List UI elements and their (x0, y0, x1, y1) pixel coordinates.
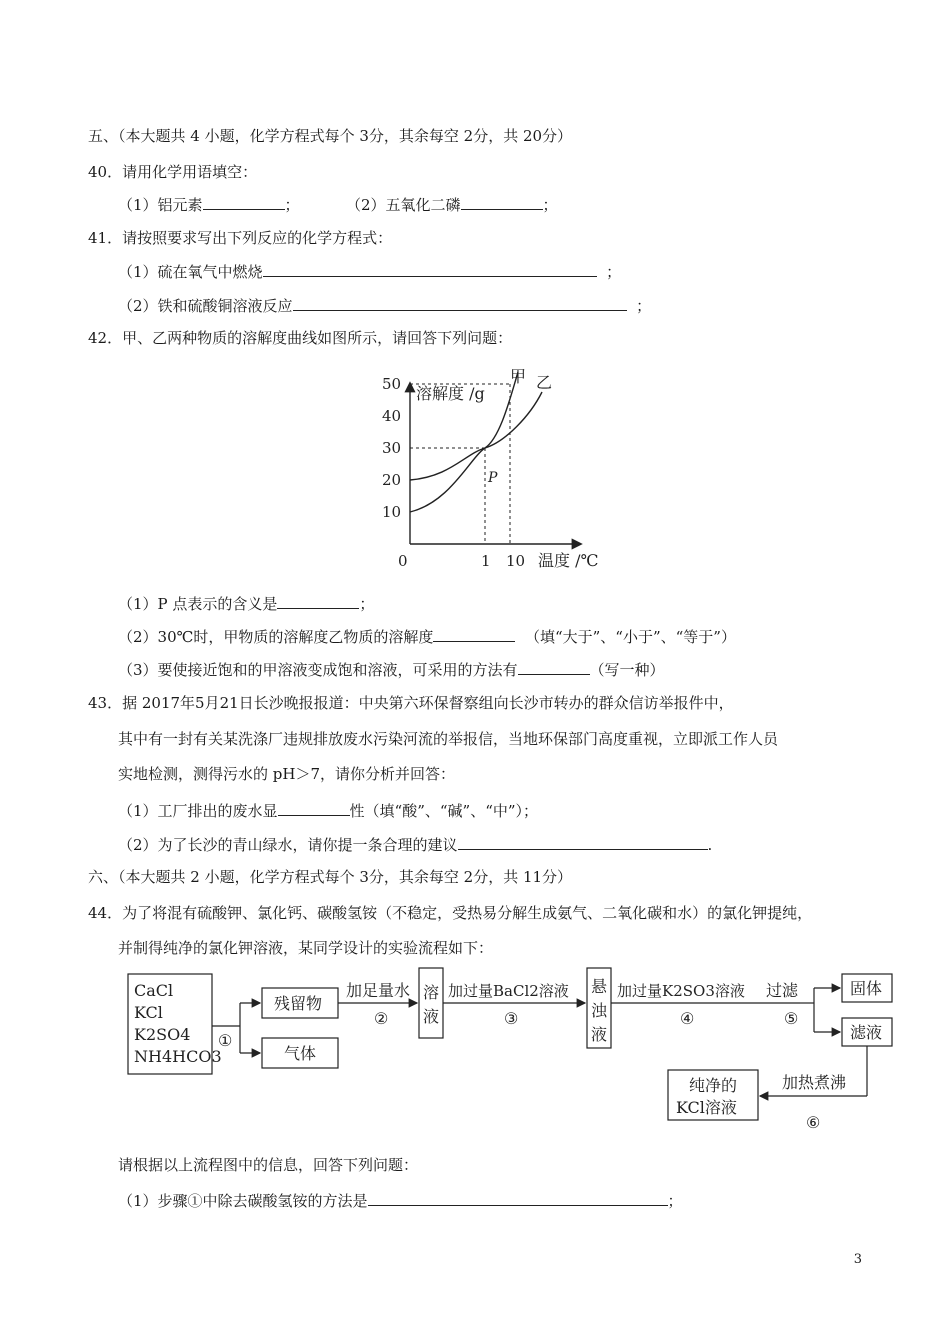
solution-char1: 溶 (423, 983, 440, 1002)
q43-line1: 43．据 2017年5月21日长沙晚报报道：中央第六环保督察组向长沙市转办的群众信访举报件中， (88, 694, 734, 712)
y-tick-20: 20 (382, 471, 402, 489)
start-k2so4: K2SO4 (134, 1025, 191, 1044)
q40-stem: 40．请用化学用语填空： (88, 163, 258, 181)
x-tick-1: 1 (481, 552, 491, 570)
product-line1: 纯净的 (689, 1076, 738, 1095)
suspension-char1: 悬 (591, 977, 608, 996)
solubility-chart (370, 362, 630, 577)
solid-label: 固体 (850, 979, 883, 998)
q41-part2-semicolon: ； (636, 297, 652, 315)
series-label-yi: 乙 (536, 373, 553, 392)
page-number: 3 (853, 1252, 862, 1267)
q41-part1-text: （1）硫在氧气中燃烧 (118, 263, 263, 281)
q41-stem: 41．请按照要求写出下列反应的化学方程式： (88, 229, 393, 247)
q44-part1-text: （1）步骤①中除去碳酸氢铵的方法是 (118, 1192, 368, 1210)
step-label-4: 加过量K2SO3溶液 (617, 982, 745, 1000)
q44-part1 (118, 1190, 683, 1211)
x-tick-10: 10 (506, 552, 526, 570)
product-line2: KCl溶液 (676, 1098, 737, 1117)
q40-part2-semicolon: ； (542, 196, 558, 214)
q42-part1-text: （1）P 点表示的含义是 (118, 595, 278, 613)
suspension-char2: 浊 (591, 1001, 608, 1020)
q43-part2-blank[interactable] (458, 834, 708, 850)
gas-label: 气体 (284, 1044, 317, 1063)
q41-part1 (118, 261, 621, 282)
q42-part3-text: （3）要使接近饱和的甲溶液变成饱和溶液，可采用的方法有 (118, 661, 518, 679)
q40-part1-blank[interactable] (203, 194, 285, 210)
q43-line3: 实地检测，测得污水的 pH＞7，请你分析并回答： (118, 765, 455, 783)
q44-ask: 请根据以上流程图中的信息，回答下列问题： (118, 1156, 419, 1174)
y-tick-10: 10 (382, 503, 402, 521)
q40-part1 (118, 194, 300, 215)
q41-part1-semicolon: ； (606, 263, 622, 281)
start-cacl: CaCl (134, 981, 174, 1000)
x-tick-0: 0 (398, 552, 408, 570)
q42-part2-blank[interactable] (433, 626, 515, 642)
q41-part2 (118, 295, 651, 316)
filtrate-label: 滤液 (850, 1023, 883, 1042)
section6-heading: 六、（本大题共 2 小题，化学方程式每个 3分，其余每空 2分，共 11分） (88, 868, 573, 886)
step-label-2: 加足量水 (346, 981, 411, 1000)
y-axis-label: 溶解度 /g (416, 384, 485, 403)
q40-part1-semicolon: ； (284, 196, 300, 214)
q40-part2-text: （2）五氧化二磷 (346, 196, 461, 214)
step-label-3: 加过量BaCl2溶液 (448, 982, 569, 1000)
step-num-4: ④ (680, 1009, 695, 1028)
q43-part2-end: . (707, 836, 713, 854)
start-nh4hco3: NH4HCO3 (134, 1047, 222, 1066)
point-label-p: P (488, 470, 498, 486)
q44-line1: 44．为了将混有硫酸钾、氯化钙、碳酸氢铵（不稳定，受热易分解生成氨气、二氧化碳和水）的氯化钾提纯， (88, 904, 813, 922)
q42-part2 (118, 626, 736, 647)
start-kcl: KCl (134, 1003, 163, 1022)
residue-label: 残留物 (274, 994, 323, 1013)
series-label-jia: 甲 (510, 367, 527, 386)
q42-part2-text: （2）30℃时，甲物质的溶解度乙物质的溶解度 (118, 628, 434, 646)
q41-part2-text: （2）铁和硫酸铜溶液反应 (118, 297, 293, 315)
q42-part1 (118, 593, 374, 614)
q42-stem: 42．甲、乙两种物质的溶解度曲线如图所示，请回答下列问题： (88, 329, 513, 347)
section5-heading: 五、（本大题共 4 小题，化学方程式每个 3分，其余每空 2分，共 20分） (88, 127, 573, 145)
y-tick-30: 30 (382, 439, 402, 457)
q41-part1-blank[interactable] (263, 261, 597, 277)
q40-part2-blank[interactable] (461, 194, 543, 210)
q40-part1-text: （1）铝元素 (118, 196, 203, 214)
q42-part1-blank[interactable] (277, 593, 359, 609)
q43-part1-blank[interactable] (278, 800, 350, 816)
step-num-6: ⑥ (806, 1113, 821, 1132)
curve-yi (410, 392, 542, 480)
q44-line2: 并制得纯净的氯化钾溶液，某同学设计的实验流程如下： (118, 939, 494, 957)
step-label-6: 加热煮沸 (782, 1073, 847, 1092)
y-tick-40: 40 (382, 407, 402, 425)
q43-part1 (118, 800, 538, 821)
q43-part2-text: （2）为了长沙的青山绿水，请你提一条合理的建议 (118, 836, 458, 854)
q40-part2 (346, 194, 558, 215)
solution-box (419, 968, 443, 1038)
step-num-5: ⑤ (784, 1009, 799, 1028)
q42-part3 (118, 659, 665, 680)
q44-part1-end: ； (667, 1192, 683, 1210)
solution-char2: 液 (423, 1007, 440, 1026)
step-label-5: 过滤 (766, 981, 799, 1000)
q42-part1-end: ； (359, 595, 375, 613)
q42-part2-end: （填“大于”、“小于”、“等于”） (524, 628, 736, 646)
q44-part1-blank[interactable] (368, 1190, 668, 1206)
q43-line2: 其中有一封有关某洗涤厂违规排放废水污染河流的举报信，当地环保部门高度重视，立即派工作人员 (118, 730, 779, 748)
q43-part1-text: （1）工厂排出的废水显 (118, 802, 278, 820)
step-num-1: ① (218, 1031, 233, 1050)
step-num-3: ③ (504, 1009, 519, 1028)
q42-part3-blank[interactable] (518, 659, 590, 675)
q41-part2-blank[interactable] (293, 295, 627, 311)
q43-part1-end: 性（填“酸”、“碱”、“中”）； (349, 802, 539, 820)
q43-part2 (118, 834, 712, 855)
x-axis-label: 温度 /℃ (538, 551, 599, 570)
y-tick-50: 50 (382, 375, 402, 393)
suspension-char3: 液 (591, 1025, 608, 1044)
process-flowchart (120, 966, 900, 1136)
q42-part3-end: （写一种） (589, 661, 665, 679)
step-num-2: ② (374, 1009, 389, 1028)
